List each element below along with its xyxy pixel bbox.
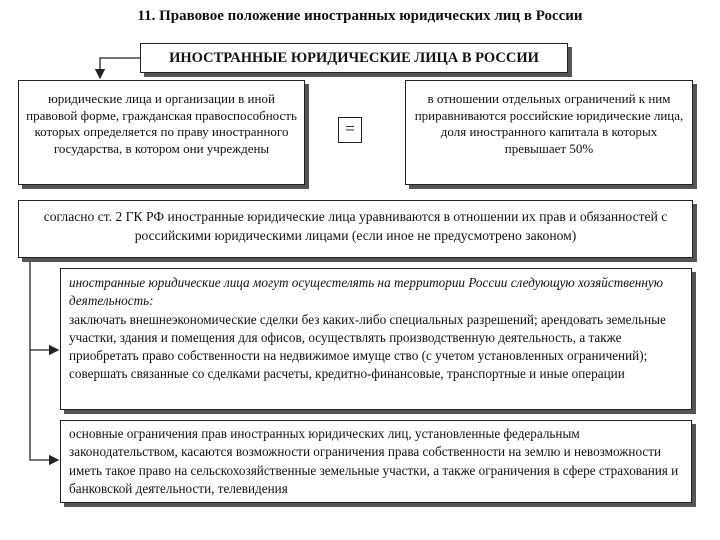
equated-russian-entities-box: в отношении отдельных ограничений к ним приравниваются российские юридические лица, доля иностранного капитала в которых превышает 50% [405, 80, 693, 185]
restrictions-box: основные ограничения прав иностранных юридических лиц, установленные федеральным законодательством, касаются возможности ограничения права собственности на землю и невозможности иметь такое право на сельскохозяйственные земельные участки, а также ограничения в сфере страхования и банковской деятельности, телевидения [60, 420, 692, 503]
arrow-to-restrictions [30, 350, 58, 460]
arrow-to-activities [30, 258, 58, 350]
header-to-left-arrow [100, 58, 140, 78]
civil-code-equality-box: согласно ст. 2 ГК РФ иностранные юридические лица уравниваются в отношении их прав и обязанностей с российскими юридическими лицами (если иное не предусмотрено законом) [18, 200, 693, 258]
activities-intro: иностранные юридические лица могут осущестелять на территории России следующую хозяйственную деятельность: [69, 275, 664, 309]
activities-list: заключать внешнеэкономические сделки без каких-либо специальных разрешений; арендовать земельные участки, здания и помещения для офисов, осуществлять производственную деятельность, а также приобретать право собственности на недвижимое имуще ство (с учетом установленных ограничений); совершать связанные со сделками расчеты, кредитно-финансовые, транспортные и иные операции [69, 311, 666, 382]
header-box: ИНОСТРАННЫЕ ЮРИДИЧЕСКИЕ ЛИЦА В РОССИИ [140, 43, 568, 73]
equals-sign: = [338, 117, 362, 143]
page-title: 11. Правовое положение иностранных юридических лиц в России [137, 8, 583, 24]
foreign-entities-definition-box: юридические лица и организации в иной правовой форме, гражданская правоспособность которых определяется по праву иностранного государства, в котором они учреждены [18, 80, 305, 185]
permitted-activities-box [60, 268, 692, 410]
